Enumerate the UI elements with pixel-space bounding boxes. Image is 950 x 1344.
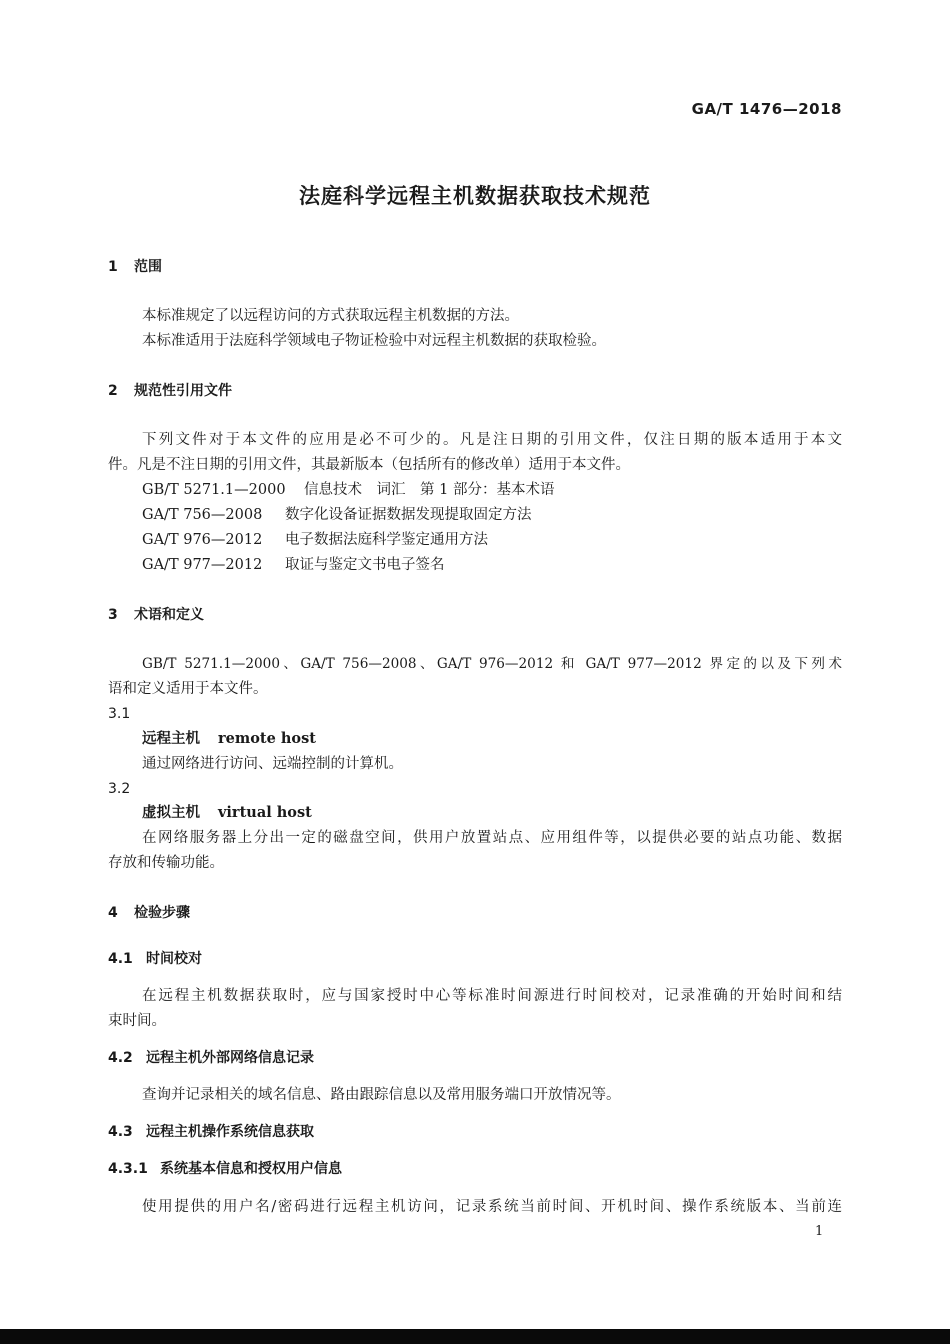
section-title: 检验步骤: [134, 905, 190, 921]
term-chinese: 虚拟主机: [142, 805, 200, 821]
reference-title: 电子数据法庭科学鉴定通用方法: [285, 532, 488, 548]
page-number: 1: [815, 1224, 824, 1239]
term-english: remote host: [218, 730, 316, 747]
term-entry: [142, 803, 312, 823]
section-title: 规范性引用文件: [134, 383, 232, 399]
reference-title: 取证与鉴定文书电子签名: [285, 557, 445, 573]
subsection-title: 远程主机外部网络信息记录: [146, 1050, 314, 1066]
reference-title: 信息技术 词汇 第 1 部分：基本术语: [304, 482, 555, 498]
standard-code: GA/T 1476—2018: [691, 100, 842, 118]
paragraph-line: 束时间。: [108, 1013, 166, 1029]
normative-reference: [142, 555, 445, 575]
page-bottom-border: [0, 1329, 950, 1344]
section-number: 1: [108, 259, 118, 275]
paragraph-line: 使用提供的用户名/密码进行远程主机访问，记录系统当前时间、开机时间、操作系统版本、当前连: [142, 1199, 842, 1215]
subsection-number: 4.3: [108, 1124, 133, 1140]
subsection-title: 系统基本信息和授权用户信息: [160, 1161, 342, 1177]
section-2-heading: [108, 381, 232, 401]
paragraph-line: 语和定义适用于本文件。: [108, 681, 268, 697]
section-number: 3: [108, 607, 118, 623]
term-english: virtual host: [218, 804, 312, 821]
reference-code: GA/T 976—2012: [142, 532, 263, 548]
reference-code: GB/T 5271.1—2000: [142, 482, 286, 498]
paragraph-line: 在远程主机数据获取时，应与国家授时中心等标准时间源进行时间校对，记录准确的开始时间和结: [142, 988, 842, 1004]
term-entry: [142, 729, 316, 749]
normative-reference: [142, 480, 554, 500]
section-4-heading: [108, 903, 190, 923]
reference-code: GA/T 977—2012: [142, 557, 263, 573]
normative-reference: [142, 505, 532, 525]
paragraph-line: 件。凡是不注日期的引用文件，其最新版本（包括所有的修改单）适用于本文件。: [108, 457, 630, 473]
subsection-4-3-1-heading: [108, 1159, 342, 1179]
term-definition-line: 在网络服务器上分出一定的磁盘空间，供用户放置站点、应用组件等，以提供必要的站点功能、数据: [142, 830, 842, 846]
reference-title: 数字化设备证据数据发现提取固定方法: [285, 507, 532, 523]
section-title: 术语和定义: [134, 607, 204, 623]
document-title: 法庭科学远程主机数据获取技术规范: [299, 184, 651, 208]
term-number: 3.2: [108, 781, 131, 797]
paragraph-line: 下列文件对于本文件的应用是必不可少的。凡是注日期的引用文件，仅注日期的版本适用于本文: [142, 432, 842, 448]
subsection-title: 远程主机操作系统信息获取: [146, 1124, 314, 1140]
paragraph: 本标准规定了以远程访问的方式获取远程主机数据的方法。: [142, 308, 519, 324]
subsection-4-3-heading: [108, 1122, 314, 1142]
normative-reference: [142, 530, 488, 550]
section-1-heading: [108, 257, 162, 277]
paragraph: 查询并记录相关的域名信息、路由跟踪信息以及常用服务端口开放情况等。: [142, 1087, 621, 1103]
paragraph-line: GB/T 5271.1—2000、GA/T 756—2008、GA/T 976—2012 和 GA/T 977—2012 界定的以及下列术: [142, 656, 842, 672]
reference-code: GA/T 756—2008: [142, 507, 263, 523]
term-chinese: 远程主机: [142, 731, 200, 747]
subsection-number: 4.1: [108, 951, 133, 967]
subsection-number: 4.3.1: [108, 1161, 148, 1177]
section-number: 2: [108, 383, 118, 399]
subsection-4-1-heading: [108, 949, 202, 969]
section-number: 4: [108, 905, 118, 921]
subsection-title: 时间校对: [146, 951, 202, 967]
subsection-number: 4.2: [108, 1050, 133, 1066]
section-3-heading: [108, 605, 204, 625]
term-definition-line: 存放和传输功能。: [108, 855, 224, 871]
subsection-4-2-heading: [108, 1048, 314, 1068]
term-number: 3.1: [108, 706, 131, 722]
paragraph: 本标准适用于法庭科学领域电子物证检验中对远程主机数据的获取检验。: [142, 333, 606, 349]
term-definition: 通过网络进行访问、远端控制的计算机。: [142, 756, 403, 772]
section-title: 范围: [134, 259, 162, 275]
